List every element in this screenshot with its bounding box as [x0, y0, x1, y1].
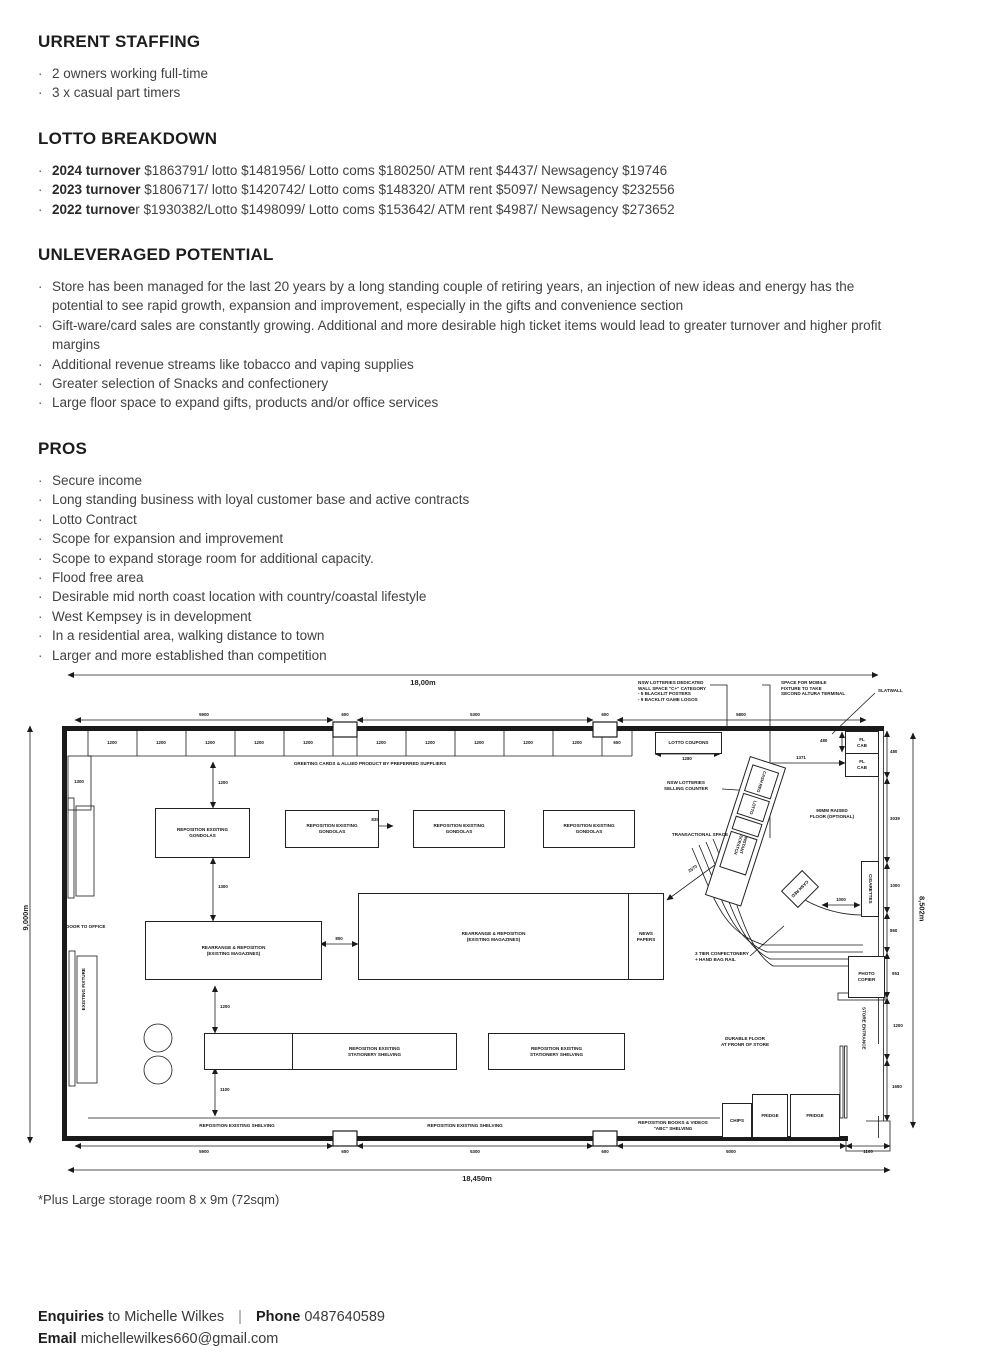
- dim-bottom-600b: 600: [601, 1149, 609, 1154]
- selling-counter-label: NSW LOTTERIES SELLING COUNTER: [664, 780, 708, 791]
- list-item: · Desirable mid north coast location with country/coastal lifestyle: [38, 587, 898, 606]
- list-item: · 2023 turnover $1806717/ lotto $1420742/ Lotto coms $148320/ ATM rent $5097/ Newsagency $232556: [38, 180, 898, 199]
- document-body: [38, 32, 938, 691]
- section-title: LOTTO BREAKDOWN: [38, 128, 218, 148]
- dim-1200: 1200: [893, 1023, 903, 1028]
- door-to-office-label: DOOR TO OFFICE: [66, 924, 106, 929]
- fridge-fixture: FRIDGE: [752, 1094, 788, 1138]
- section-title: PROS: [38, 438, 87, 458]
- list-item: · Greater selection of Snacks and confectionery: [38, 374, 898, 393]
- dim-bottom-5300: 5300: [470, 1149, 480, 1154]
- shelf-cell-dim: 1200: [572, 740, 582, 745]
- dim-total-top: 18,00m: [410, 678, 436, 687]
- bullet-icon: ·: [38, 569, 43, 585]
- section-pros: [38, 439, 938, 665]
- store-entrance-label: STORE ENTRANCE: [861, 1007, 867, 1050]
- lotto-fixture: LOTTO: [737, 793, 770, 823]
- shelving-label: REPOSITION EXISTING SHELVING: [199, 1123, 275, 1128]
- shelf-cell-dim: 1200: [425, 740, 435, 745]
- list-item: · Flood free area: [38, 568, 898, 587]
- dim-1000: 1000: [890, 883, 900, 888]
- section-title: URRENT STAFFING: [38, 32, 201, 51]
- list-item: · Lotto Contract: [38, 510, 898, 529]
- shelf-cell-dim: 1300: [74, 779, 84, 784]
- books-videos-label: REPOSITION BOOKS & VIDEOS "ABC" SHELVING: [638, 1120, 708, 1131]
- section-title: UNLEVERAGED POTENTIAL: [38, 245, 274, 265]
- bullet-icon: ·: [38, 628, 43, 644]
- shelf-cell-dim: 1200: [303, 740, 313, 745]
- dim-top-5900: 5900: [199, 712, 209, 717]
- list-item: · Scope to expand storage room for additional capacity.: [38, 549, 898, 568]
- dim-1200: 1200: [220, 1004, 230, 1009]
- list-item: · 2024 turnover $1863791/ lotto $1481956/ Lotto coms $180250/ ATM rent $4437/ Newsagency $19746: [38, 161, 898, 180]
- stationery-label: REPOSITION EXISTING STATIONERY SHELVING: [347, 1045, 402, 1057]
- dim-total-right: 8,502m: [917, 896, 927, 922]
- dim-1371: 1371: [796, 755, 806, 760]
- magazines-fixture: REARRANGE & REPOSITION (EXISTING MAGAZINES): [145, 921, 322, 980]
- dim-480: 480: [890, 749, 898, 754]
- transactional-space-label: TRANSACTIONAL SPACE: [671, 832, 729, 837]
- section-lotto-breakdown: [38, 129, 938, 219]
- dim-total-bottom: 18,450m: [462, 1174, 492, 1183]
- bullet-icon: ·: [38, 162, 43, 178]
- gondola-fixture: REPOSITION EXISTING GONDOLAS: [285, 810, 379, 848]
- raised-floor-label: 90MM RAISED FLOOR (OPTIONAL): [809, 808, 855, 819]
- bullet-icon: ·: [38, 182, 43, 198]
- list-item: · 2 owners working full-time: [38, 64, 898, 83]
- confectionery-rail-label: 3 TIER CONFECTONERY + HAND BAG RAIL: [695, 951, 749, 962]
- existing-fixture-label: EXISTING FIXTURE: [81, 968, 86, 1011]
- durable-floor-label: DURABLE FLOOR AT FRONR OF STORE: [720, 1036, 770, 1047]
- list-item: · Gift-ware/card sales are constantly growing. Additional and more desirable high ticket items would lead to greater turnover and higher profit margins: [38, 316, 898, 355]
- nsw-lotteries-wall-note: NSW LOTTERIES DEDICATED WALL SPACE "C+" CATEGORY - 5 BLACKLIT POSTERS - 9 BACKLIT GAME LOGOS: [638, 680, 707, 703]
- dim-top-5300: 5300: [470, 712, 480, 717]
- list-item: · Additional revenue streams like tobacco and vaping supplies: [38, 355, 898, 374]
- bullet-icon: ·: [38, 376, 43, 392]
- bullet-icon: ·: [38, 472, 43, 488]
- bullet-icon: ·: [38, 85, 43, 101]
- list-item: · In a residential area, walking distance to town: [38, 626, 898, 645]
- gondola-fixture: REPOSITION EXISTING GONDOLAS: [155, 808, 250, 858]
- dim-bottom-1100: 1100: [863, 1149, 873, 1154]
- dim-1100: 1100: [220, 1087, 230, 1092]
- cigarettes-fixture: CIGARETTES: [861, 861, 879, 917]
- shelf-cell-dim: 1200: [107, 740, 117, 745]
- storage-note: *Plus Large storage room 8 x 9m (72sqm): [38, 1192, 280, 1207]
- list-item: · West Kempsey is in development: [38, 607, 898, 626]
- bullet-icon: ·: [38, 356, 43, 372]
- list-item: · Scope for expansion and improvement: [38, 529, 898, 548]
- shelf-cell-dim: 1200: [156, 740, 166, 745]
- list-item: · Long standing business with loyal customer base and active contracts: [38, 490, 898, 509]
- dim-top-5800: 5800: [736, 712, 746, 717]
- dim-2570: 2570: [687, 863, 699, 874]
- bullet-icon: ·: [38, 66, 43, 81]
- dim-top-600: 600: [341, 712, 349, 717]
- dim-total-left: 9,000m: [21, 905, 30, 931]
- dim-1300: 1300: [218, 884, 228, 889]
- slatwall-label: SLATWALL: [878, 688, 903, 693]
- bullet-icon: ·: [38, 608, 43, 624]
- list-item: · 2022 turnover $1930382/Lotto $1498099/ Lotto coms $153642/ ATM rent $4987/ Newsagency $273652: [38, 200, 898, 219]
- shelving-label: REPOSITION EXISTING SHELVING: [427, 1123, 503, 1128]
- list-item: · Secure income: [38, 471, 898, 490]
- magazines-fixture: [358, 893, 664, 980]
- magazines-label: REARRANGE & REPOSITION (EXISTING MAGAZINES): [461, 930, 526, 942]
- dim-835: 835: [371, 817, 379, 822]
- shelf-cell-dim: 1200: [523, 740, 533, 745]
- shelf-cell-dim: 1200: [474, 740, 484, 745]
- greeting-cards-label: GREETING CARDS & ALLIED PRODUCT BY PREFERRED SUPPLIERS: [293, 761, 447, 766]
- bullet-icon: ·: [38, 531, 43, 547]
- cash-register-fixture: CASH REG: [744, 764, 779, 799]
- fl-cabinet: FL CAB: [845, 753, 879, 777]
- bullet-icon: ·: [38, 201, 43, 217]
- fridge-fixture: FRIDGE: [790, 1094, 840, 1138]
- dim-3039: 3039: [890, 816, 900, 821]
- photo-copier-fixture: PHOTO COPIER: [848, 956, 885, 998]
- email-line: Email michellewilkes660@gmail.com: [38, 1331, 279, 1347]
- bullet-icon: ·: [38, 589, 43, 605]
- dim-1200: 1200: [218, 780, 228, 785]
- shelf-cell-dim: 1200: [254, 740, 264, 745]
- dim-bottom-600: 600: [341, 1149, 349, 1154]
- dim-bottom-5000: 5000: [726, 1149, 736, 1154]
- floor-plan-diagram: [20, 668, 960, 1196]
- bullet-icon: ·: [38, 550, 43, 566]
- shelf-cell-dim: 1200: [376, 740, 386, 745]
- dim-1650: 1650: [892, 1084, 902, 1089]
- dim-953: 953: [892, 971, 900, 976]
- dim-860: 860: [890, 928, 898, 933]
- list-item: · 3 x casual part timers: [38, 83, 898, 102]
- shelf-cell-dim: 600: [613, 740, 621, 745]
- contact-footer: [38, 1306, 385, 1350]
- dim-480: 480: [820, 738, 828, 743]
- cash-register-fixture: CASH REG: [781, 870, 819, 908]
- shelf-cell-dim: 1200: [205, 740, 215, 745]
- newspapers-fixture: NEWS PAPERS: [628, 894, 663, 979]
- instant-scratch-fixture: INSTANT SCRATCH: [719, 831, 757, 876]
- bullet-icon: ·: [38, 647, 43, 663]
- stationery-shelving-fixture: [204, 1033, 457, 1070]
- divider: |: [238, 1309, 242, 1325]
- fl-cabinet: FL CAB: [845, 731, 879, 755]
- dim-1280: 1280: [682, 756, 692, 761]
- dim-bottom-5900: 5900: [199, 1149, 209, 1154]
- list-item: · Store has been managed for the last 20 years by a long standing couple of retiring years, an injection of new ideas and energy has the potential to see rapid growth, expansion and improvement, especially in the gifts and convenience section: [38, 277, 898, 316]
- gondola-fixture: REPOSITION EXISTING GONDOLAS: [413, 810, 505, 848]
- dim-top-600b: 600: [601, 712, 609, 717]
- shelving-module: [205, 1034, 293, 1069]
- lotto-coupons-fixture: LOTTO COUPONS: [655, 732, 722, 754]
- list-item: · Large floor space to expand gifts, products and/or office services: [38, 393, 898, 412]
- dim-800: 800: [335, 936, 343, 941]
- enquiries-line: Enquiries to Michelle Wilkes | Phone 0487640589: [38, 1309, 385, 1325]
- bullet-icon: ·: [38, 317, 43, 333]
- stationery-shelving-fixture: REPOSITION EXISTING STATIONERY SHELVING: [488, 1033, 625, 1070]
- section-current-staffing: [38, 32, 938, 103]
- list-item: · Larger and more established than competition: [38, 646, 898, 665]
- bullet-icon: ·: [38, 492, 43, 508]
- bullet-icon: ·: [38, 279, 43, 295]
- gondola-fixture: REPOSITION EXISTING GONDOLAS: [543, 810, 635, 848]
- section-unleveraged-potential: [38, 245, 938, 413]
- chips-fixture: CHIPS: [722, 1103, 752, 1138]
- phone-number: 0487640589: [304, 1309, 385, 1325]
- email-address: michellewilkes660@gmail.com: [80, 1331, 279, 1347]
- bullet-icon: ·: [38, 511, 43, 527]
- bullet-icon: ·: [38, 395, 43, 411]
- mobile-fixture-note: SPACE FOR MOBILE FIXTURE TO TAKE SECOND ALTURA TERMINAL: [781, 680, 846, 697]
- dim-1000: 1000: [836, 897, 846, 902]
